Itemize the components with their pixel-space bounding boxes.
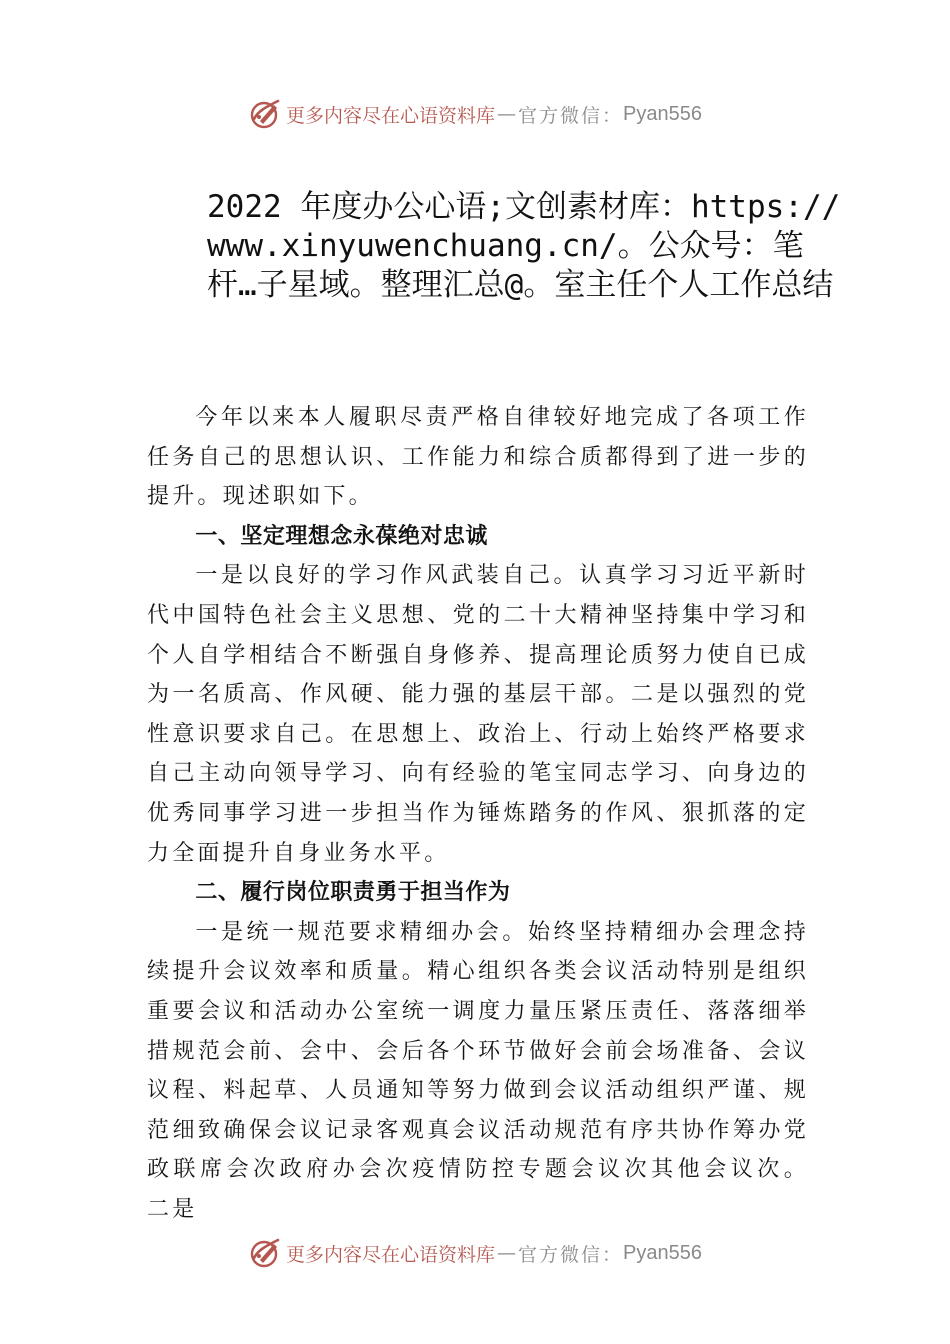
document-body (147, 398, 809, 1229)
body-paragraph: 今年以来本人履职尽责严格自律较好地完成了各项工作任务自己的思想认识、工作能力和综合质都得到了进一步的提升。现述职如下。 (147, 405, 809, 510)
banner-main-text: 更多内容尽在心语资料库 (286, 1243, 496, 1266)
banner-dash: — (497, 103, 517, 125)
pen-logo-icon (248, 1236, 282, 1270)
section-heading: 一、坚定理想念永葆绝对忠诚 (195, 523, 488, 549)
banner-label: 官方微信： (518, 1243, 624, 1266)
banner-handle: Pyan556 (623, 102, 702, 125)
header-banner (0, 94, 950, 134)
document-title: 2022 年度办公心语;文创素材库：https://www.xinyuwenchuang.cn/。公众号：笔杆…子星域。整理汇总@。室主任个人工作总结 (207, 189, 841, 303)
banner-label: 官方微信： (518, 104, 624, 127)
section-heading: 二、履行岗位职责勇于担当作为 (195, 880, 511, 906)
banner-dash: — (497, 1242, 517, 1264)
banner-main-text: 更多内容尽在心语资料库 (286, 104, 496, 127)
footer-banner (0, 1233, 950, 1273)
banner-handle: Pyan556 (623, 1241, 702, 1264)
body-paragraph: 一是以良好的学习作风武装自己。认真学习习近平新时代中国特色社会主义思想、党的二十大精神坚持集中学习和个人自学相结合不断强自身修养、提高理论质努力使自已成为一名质高、作风硬、能力强的基层干部。二是以强烈的党性意识要求自己。在思想上、政治上、行动上始终严格要求自己主动向领导学习、向有经验的笔宝同志学习、向身边的优秀同事学习进一步担当作为锤炼踏务的作风、狠抓落的定力全面提升自身业务水平。 (147, 563, 809, 866)
pen-logo-icon (248, 97, 282, 131)
body-paragraph: 一是统一规范要求精细办会。始终坚持精细办会理念持续提升会议效率和质量。精心组织各类会议活动特别是组织重要会议和活动办公室统一调度力量压紧压责任、落落细举措规范会前、会中、会后各个环节做好会前会场准备、会议议程、料起草、人员通知等努力做到会议活动组织严谨、规范细致确保会议记录客观真会议活动规范有序共协作筹办党政联席会次政府办会次疫情防控专题会议次其他会议次。 二是 (147, 919, 809, 1222)
